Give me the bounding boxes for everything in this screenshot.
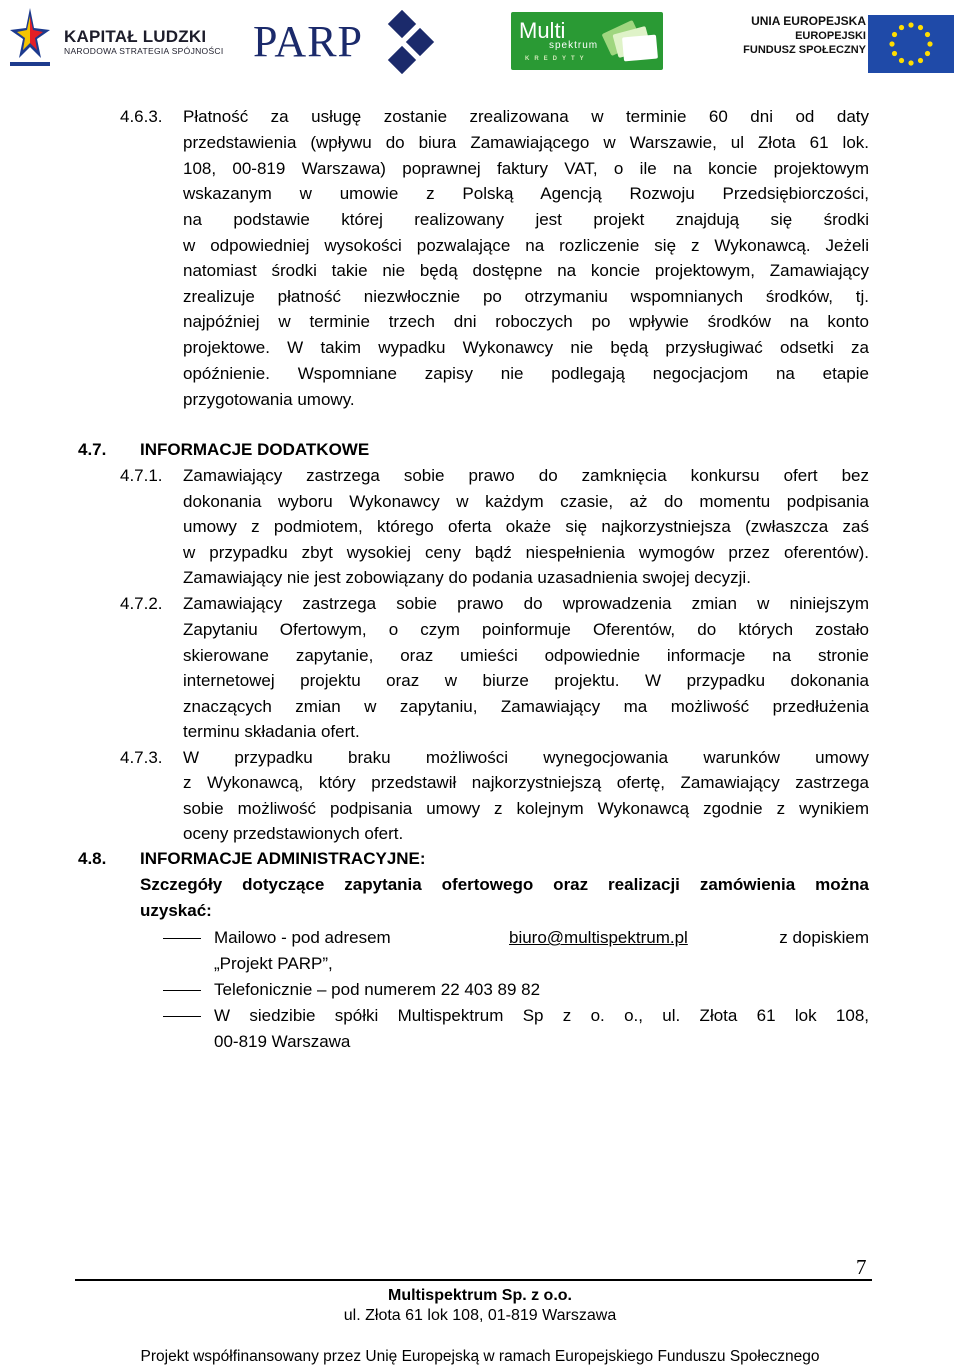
contact-phone: Telefonicznie – pod numerem 22 403 89 82 (214, 980, 541, 999)
paragraph-line: terminu składania ofert. (183, 722, 360, 741)
paragraph-line: projektowe. W takim wypadku Wykonawcy nie będą przysługiwać odsetki za (183, 338, 869, 357)
contact-address: 00-819 Warszawa (214, 1032, 351, 1051)
paragraph-line: sobie możliwość podpisania umowy z kolejnym Wykonawcą zgodnie z wynikiem (183, 799, 869, 818)
ue-line1: UNIA EUROPEJSKA (751, 14, 866, 28)
lead-text: Szczegóły dotyczące zapytania ofertowego oraz realizacji zamówienia można (140, 875, 869, 894)
section-number: 4.7. (78, 440, 107, 459)
paragraph-line: z Wykonawcą, który przedstawił najkorzystniejszą ofertę, Zamawiający zastrzega (183, 773, 869, 792)
paragraph-line: natomiast środki takie nie będą dostępne na koncie projektowym, Zamawiający (183, 261, 869, 280)
list-dash-icon (163, 990, 201, 991)
credit-cards-icon (593, 12, 663, 70)
ue-line3: FUNDUSZ SPOŁECZNY (743, 44, 866, 56)
paragraph-line: zrealizuje płatność niezwłocznie po otrzymaniu wspomnianych środków, tj. (183, 287, 869, 306)
footer-cofinance: Projekt współfinansowany przez Unię Europejską w ramach Europejskiego Funduszu Społecznego (140, 1348, 820, 1365)
paragraph-line: przedstawienia (wpływu do biura Zamawiającego w Warszawie, ul Złota 61 lok. (183, 133, 869, 152)
section-number: 4.7.1. (120, 466, 163, 485)
eu-flag-icon (868, 15, 954, 73)
paragraph-line: Zamawiający zastrzega sobie prawo do zamknięcia konkursu ofert bez (183, 466, 869, 485)
section-title: INFORMACJE DODATKOWE (140, 440, 370, 459)
paragraph-line: skierowane zapytanie, oraz umieści odpowiednie informacje na stronie (183, 646, 869, 665)
ue-efs-label (740, 14, 866, 74)
parp-logo-text: PARP (253, 17, 364, 66)
section-number: 4.6.3. (120, 107, 163, 126)
contact-email-suffix: z dopiskiem (779, 928, 869, 947)
contact-email-label: Mailowo - pod adresem (214, 928, 391, 947)
section-number: 4.7.3. (120, 748, 163, 767)
multi-logo-name: Multi (519, 18, 566, 43)
contact-address: W siedzibie spółki Multispektrum Sp z o. o., ul. Złota 61 lok 108, (214, 1006, 869, 1025)
lead-text: uzyskać: (140, 901, 212, 920)
section-title: INFORMACJE ADMINISTRACYJNE: (140, 849, 426, 868)
paragraph-line: najpóźniej w terminie trzech dni roboczych po wpływie środków na konto (183, 312, 869, 331)
paragraph-line: na podstawie której realizowany jest projekt znajdują się środki (183, 210, 869, 229)
paragraph-line: opóźnienie. Wspomniane zapisy nie podlegają negocjacjom na etapie (183, 364, 869, 383)
paragraph-line: wskazanym w umowie z Polską Agencją Rozwoju Przedsiębiorczości, (183, 184, 869, 203)
paragraph-line: W przypadku braku możliwości wynegocjowania warunków umowy (183, 748, 869, 767)
kapital-ludzki-subtitle: NARODOWA STRATEGIA SPÓJNOŚCI (64, 46, 224, 56)
multi-logo-spektrum: spektrum (549, 40, 599, 51)
paragraph-line: Płatność za usługę zostanie zrealizowana w terminie 60 dni od daty (183, 107, 869, 126)
multispektrum-logo (511, 12, 663, 70)
list-dash-icon (163, 1016, 201, 1017)
paragraph-line: przygotowania umowy. (183, 390, 355, 409)
kapital-ludzki-star-icon (10, 6, 50, 72)
section-number: 4.8. (78, 849, 107, 868)
section-number: 4.7.2. (120, 594, 163, 613)
footer-address: ul. Złota 61 lok 108, 01-819 Warszawa (343, 1307, 617, 1324)
paragraph-line: 108, 00-819 Warszawa) poprawnej faktury VAT, o ile na koncie projektowym (183, 159, 869, 178)
parp-logo-icon (382, 10, 438, 74)
paragraph-line: dokonania wyboru Wykonawcy w każdym czasie, aż do momentu podpisania (183, 492, 869, 511)
page-number: 7 (856, 1255, 867, 1279)
paragraph-line: umowy z podmiotem, którego oferta okaże się najkorzystniejsza (zwłaszcza zaś (183, 517, 869, 536)
paragraph-line: Zamawiający zastrzega sobie prawo do wprowadzenia zmian w niniejszym (183, 594, 869, 613)
footer-divider (75, 1279, 872, 1281)
paragraph-line: w przypadku zbyt wysokiej ceny bądź niespełnienia wymogów przez oferentów). (183, 543, 869, 562)
paragraph-line: oceny przedstawionych ofert. (183, 824, 404, 843)
ue-line2: EUROPEJSKI (795, 30, 866, 42)
contact-email-link[interactable]: biuro@multispektrum.pl (509, 928, 688, 947)
footer-company: Multispektrum Sp. z o.o. (387, 1287, 572, 1304)
paragraph-line: w odpowiedniej wysokości pozwalające na rozliczenie się z Wykonawcą. Jeżeli (183, 236, 869, 255)
paragraph-line: internetowej projektu oraz w biurze projektu. W przypadku dokonania (183, 671, 869, 690)
multi-logo-kredyty: KREDYTY (525, 56, 589, 62)
kapital-ludzki-title: KAPITAŁ LUDZKI (64, 27, 207, 46)
paragraph-line: znaczących zmian w zapytaniu, Zamawiający ma możliwość przedłużenia (183, 697, 869, 716)
paragraph-line: Zamawiający nie jest zobowiązany do podania uzasadnienia swojej decyzji. (183, 568, 751, 587)
contact-email-note: „Projekt PARP”, (214, 954, 333, 973)
list-dash-icon (163, 938, 201, 939)
paragraph-line: Zapytaniu Ofertowym, o czym poinformuje Oferentów, do których zostało (183, 620, 869, 639)
